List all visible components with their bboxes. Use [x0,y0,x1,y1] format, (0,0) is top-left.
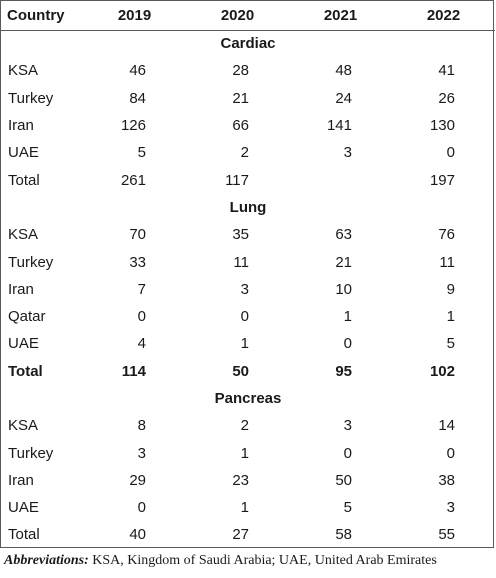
total-value-cell: 27 [232,526,249,544]
value-cell: 9 [446,280,455,298]
table-row [1,303,495,330]
table-row [1,494,495,521]
value-cell: 7 [137,280,146,298]
value-cell: 0 [137,499,146,517]
value-cell: 76 [438,226,455,244]
total-label: Total [8,171,40,189]
total-value-cell: 40 [129,526,146,544]
table-body [1,30,495,549]
section-header-row [1,385,495,412]
total-value-cell: 114 [121,362,146,380]
value-cell: 48 [335,62,352,80]
value-cell: 2 [240,417,249,435]
value-cell: 63 [335,226,352,244]
country-cell: Iran [8,117,34,135]
value-cell: 24 [335,89,352,107]
footnote-text: KSA, Kingdom of Saudi Arabia; UAE, United Arab Emirates [88,553,437,568]
value-cell: 21 [335,253,352,271]
table-row [1,85,495,112]
total-value-cell [289,166,392,193]
country-cell: KSA [8,62,39,80]
abbreviations-footnote [4,553,437,569]
value-cell: 3 [343,417,352,435]
value-cell: 8 [137,417,146,435]
country-cell: Iran [8,280,34,298]
value-cell: 10 [335,280,352,298]
value-cell: 4 [137,335,146,353]
value-cell: 1 [240,499,249,517]
country-cell: Qatar [8,308,46,326]
table-row [1,412,495,439]
country-cell: Iran [8,471,34,489]
value-cell: 141 [326,117,352,135]
value-cell: 11 [233,253,249,271]
value-cell: 46 [129,62,146,80]
header-year: 2021 [289,1,392,30]
country-cell: KSA [8,226,39,244]
total-value-cell: 58 [335,526,352,544]
value-cell: 41 [438,62,455,80]
value-cell: 0 [137,308,146,326]
total-value-cell: 261 [120,171,146,189]
total-value-cell: 117 [225,171,249,189]
total-value-cell: 102 [429,362,455,380]
value-cell: 50 [335,471,352,489]
country-cell: UAE [8,144,39,162]
total-value-cell: 50 [232,362,249,380]
value-cell: 0 [446,444,455,462]
total-row [1,521,495,548]
value-cell: 0 [343,444,352,462]
table-row [1,57,495,84]
total-value-cell: 197 [429,171,455,189]
country-cell: KSA [8,417,39,435]
value-cell: 21 [232,89,249,107]
country-cell: Turkey [8,253,54,271]
value-cell: 130 [429,117,455,135]
header-year: 2022 [392,1,495,30]
value-cell: 28 [232,62,249,80]
country-cell: Turkey [8,444,54,462]
header-row [1,1,495,30]
value-cell: 35 [232,226,249,244]
header-country: Country [1,1,83,30]
table-row [1,221,495,248]
total-value-cell: 55 [438,526,455,544]
value-cell: 3 [137,444,146,462]
value-cell: 3 [343,144,352,162]
total-row [1,166,495,193]
value-cell: 126 [120,117,146,135]
value-cell: 3 [240,280,249,298]
transplant-table [1,1,495,549]
value-cell: 84 [129,89,146,107]
section-header-row [1,30,495,57]
value-cell: 1 [446,308,455,326]
section-title: Pancreas [214,390,282,407]
value-cell: 0 [343,335,352,353]
table-row [1,467,495,494]
value-cell: 66 [232,117,249,135]
country-cell: UAE [8,335,39,353]
value-cell: 0 [446,144,455,162]
total-label: Total [8,526,40,544]
value-cell: 33 [129,253,146,271]
table-row [1,112,495,139]
value-cell: 26 [438,89,455,107]
header-year: 2020 [186,1,289,30]
footnote-label: Abbreviations: [4,553,89,568]
country-cell: Turkey [8,89,54,107]
value-cell: 23 [232,471,249,489]
value-cell: 29 [129,471,146,489]
value-cell: 2 [240,144,249,162]
value-cell: 14 [438,417,455,435]
value-cell: 38 [438,471,455,489]
value-cell: 5 [446,335,455,353]
value-cell: 70 [129,226,146,244]
table-row [1,248,495,275]
section-title: Lung [229,198,267,216]
value-cell: 1 [240,335,249,353]
country-cell: UAE [8,499,39,517]
value-cell: 3 [446,499,455,517]
table-row [1,439,495,466]
value-cell: 5 [343,499,352,517]
total-row [1,358,495,385]
table-row [1,139,495,166]
value-cell: 1 [343,308,352,326]
value-cell: 1 [240,444,249,462]
value-cell: 11 [439,253,455,271]
total-value-cell: 95 [335,362,352,380]
table-row [1,330,495,357]
total-label: Total [8,362,43,380]
section-header-row [1,194,495,221]
value-cell: 5 [137,144,146,162]
section-title: Cardiac [220,35,276,53]
table-row [1,276,495,303]
header-year: 2019 [83,1,186,30]
value-cell: 0 [240,308,249,326]
